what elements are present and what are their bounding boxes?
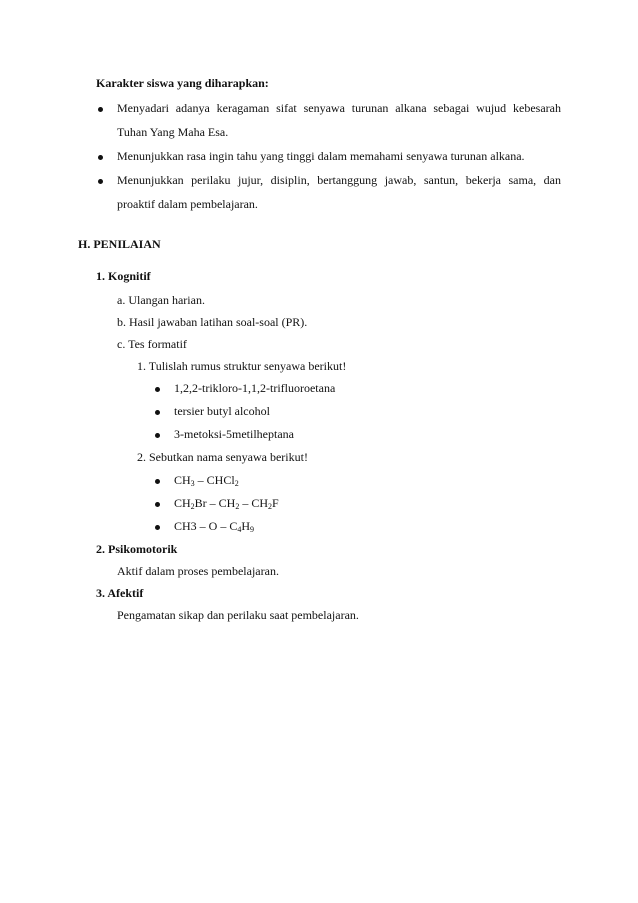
karakter-bullet-1-line-2: Tuhan Yang Maha Esa. xyxy=(117,125,229,139)
afektif-title: 3. Afektif xyxy=(96,586,144,600)
karakter-heading: Karakter siswa yang diharapkan: xyxy=(96,76,269,90)
formula-3: CH3 – O – $C_4H_9$ xyxy=(174,519,255,534)
question-1-title: 1. Tulislah rumus struktur senyawa berikut! xyxy=(137,359,347,373)
karakter-bullet-3-line-2: proaktif dalam pembelajaran. xyxy=(117,197,258,211)
bullet-icon xyxy=(155,502,160,507)
question-1-item-2: tersier butyl alcohol xyxy=(174,404,270,418)
bullet-icon xyxy=(155,387,160,392)
formula-2: $CH_2Br - CH_2 - CH_2F$ xyxy=(174,496,279,511)
bullet-icon xyxy=(98,107,103,112)
kognitif-item-b: b. Hasil jawaban latihan soal-soal (PR). xyxy=(117,315,308,329)
bullet-icon xyxy=(155,525,160,530)
karakter-bullet-3-line-1: Menunjukkan perilaku jujur, disiplin, bertanggung jawab, santun, bekerja sama, dan xyxy=(117,173,561,187)
kognitif-item-c: c. Tes formatif xyxy=(117,337,187,351)
karakter-bullet-2: Menunjukkan rasa ingin tahu yang tinggi dalam memahami senyawa turunan alkana. xyxy=(117,149,525,163)
question-2-title: 2. Sebutkan nama senyawa berikut! xyxy=(137,450,308,464)
question-1-item-3: 3-metoksi-5metilheptana xyxy=(174,427,294,441)
penilaian-heading: H. PENILAIAN xyxy=(78,237,161,251)
kognitif-item-a: a. Ulangan harian. xyxy=(117,293,205,307)
kognitif-title: 1. Kognitif xyxy=(96,269,151,283)
bullet-icon xyxy=(155,433,160,438)
question-1-item-1: 1,2,2-trikloro-1,1,2-trifluoroetana xyxy=(174,381,336,395)
bullet-icon xyxy=(155,479,160,484)
karakter-bullet-1-line-1: Menyadari adanya keragaman sifat senyawa turunan alkana sebagai wujud kebesarah xyxy=(117,101,561,115)
formula-1: $CH_3$ – CHCl$_2$ xyxy=(174,473,239,488)
afektif-text: Pengamatan sikap dan perilaku saat pembelajaran. xyxy=(117,608,359,622)
psikomotorik-text: Aktif dalam proses pembelajaran. xyxy=(117,564,279,578)
bullet-icon xyxy=(155,410,160,415)
psikomotorik-title: 2. Psikomotorik xyxy=(96,542,178,556)
bullet-icon xyxy=(98,155,103,160)
bullet-icon xyxy=(98,179,103,184)
